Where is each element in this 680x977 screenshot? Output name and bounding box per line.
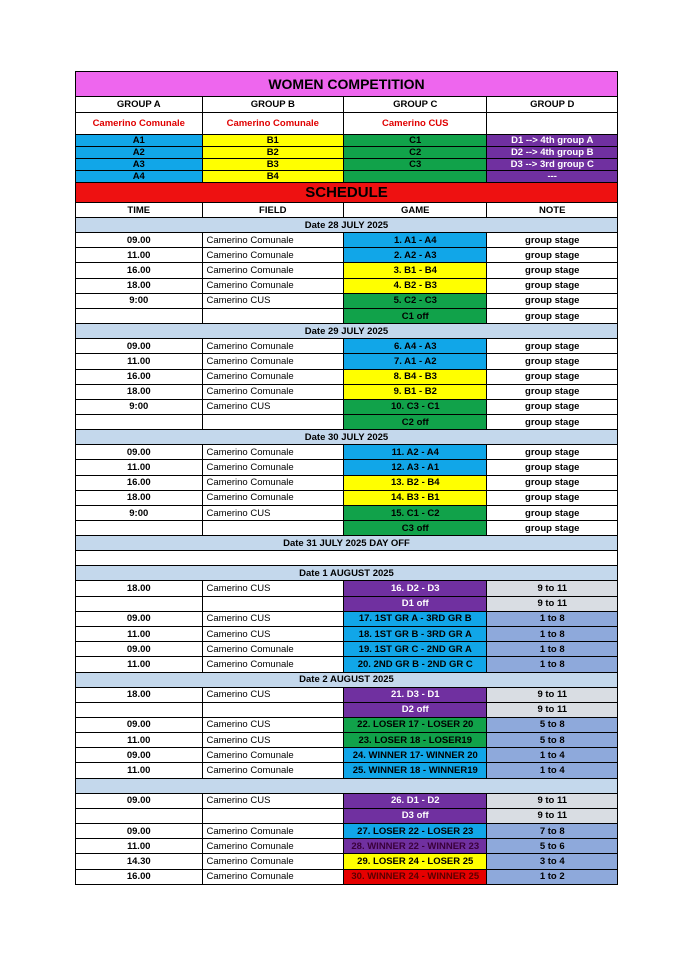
group-team-cell: B1 — [203, 135, 344, 147]
group-c-header: GROUP C — [344, 97, 487, 113]
match-field: Camerino Comunale — [203, 233, 344, 248]
match-time: 11.00 — [76, 763, 203, 778]
match-row — [75, 385, 618, 400]
match-note: 5 to 8 — [487, 733, 617, 748]
match-row — [75, 733, 618, 748]
match-time: 11.00 — [76, 733, 203, 748]
match-row — [75, 476, 618, 491]
time-header: TIME — [76, 203, 203, 218]
group-team-cell: C2 — [344, 147, 487, 159]
match-time: 11.00 — [76, 460, 203, 475]
group-team-cell: A4 — [76, 171, 203, 183]
match-row — [75, 370, 618, 385]
match-game: 29. LOSER 24 - LOSER 25 — [344, 854, 487, 869]
match-row — [75, 263, 618, 278]
match-field — [203, 597, 344, 612]
match-time: 11.00 — [76, 657, 203, 672]
match-note: 5 to 6 — [487, 839, 617, 854]
match-field: Camerino Comunale — [203, 748, 344, 763]
match-note: group stage — [487, 476, 617, 491]
match-time: 16.00 — [76, 476, 203, 491]
match-time — [76, 309, 203, 324]
match-field: Camerino Comunale — [203, 263, 344, 278]
match-note: 5 to 8 — [487, 718, 617, 733]
match-note: 3 to 4 — [487, 854, 617, 869]
match-field: Camerino Comunale — [203, 476, 344, 491]
match-note: 1 to 2 — [487, 870, 617, 885]
match-note: 9 to 11 — [487, 794, 617, 809]
schedule-title-row — [75, 183, 618, 203]
match-note: 1 to 4 — [487, 763, 617, 778]
match-game: 12. A3 - A1 — [344, 460, 487, 475]
match-row — [75, 521, 618, 536]
match-note: 9 to 11 — [487, 597, 617, 612]
match-game: C3 off — [344, 521, 487, 536]
group-header-row — [75, 97, 618, 113]
match-game: 7. A1 - A2 — [344, 354, 487, 369]
match-time: 09.00 — [76, 339, 203, 354]
date-band-row — [75, 324, 618, 339]
group-team-cell: D3 --> 3rd group C — [487, 159, 617, 171]
match-note: 1 to 8 — [487, 627, 617, 642]
match-game: 23. LOSER 18 - LOSER19 — [344, 733, 487, 748]
date-band: Date 30 JULY 2025 — [76, 430, 617, 445]
match-row — [75, 339, 618, 354]
match-game: 1. A1 - A4 — [344, 233, 487, 248]
match-time: 11.00 — [76, 839, 203, 854]
match-row — [75, 854, 618, 869]
group-b-header: GROUP B — [203, 97, 344, 113]
match-field — [203, 415, 344, 430]
match-time — [76, 597, 203, 612]
group-team-row — [75, 135, 618, 147]
match-row — [75, 581, 618, 596]
match-field: Camerino CUS — [203, 733, 344, 748]
match-row — [75, 506, 618, 521]
match-field: Camerino Comunale — [203, 642, 344, 657]
date-band: Date 1 AUGUST 2025 — [76, 566, 617, 581]
match-field: Camerino CUS — [203, 581, 344, 596]
note-header: NOTE — [487, 203, 617, 218]
match-game: 14. B3 - B1 — [344, 491, 487, 506]
match-game: 9. B1 - B2 — [344, 385, 487, 400]
match-row — [75, 703, 618, 718]
match-field: Camerino Comunale — [203, 657, 344, 672]
match-row — [75, 279, 618, 294]
match-field: Camerino Comunale — [203, 279, 344, 294]
match-note: group stage — [487, 294, 617, 309]
group-team-cell: A1 — [76, 135, 203, 147]
match-note: 9 to 11 — [487, 809, 617, 824]
match-field: Camerino CUS — [203, 294, 344, 309]
match-row — [75, 718, 618, 733]
date-band-row — [75, 673, 618, 688]
match-game: 15. C1 - C2 — [344, 506, 487, 521]
match-game: 27. LOSER 22 - LOSER 23 — [344, 824, 487, 839]
match-note: group stage — [487, 370, 617, 385]
group-venue-row — [75, 113, 618, 135]
schedule-body — [75, 218, 618, 885]
match-field: Camerino CUS — [203, 612, 344, 627]
match-row — [75, 597, 618, 612]
match-row — [75, 491, 618, 506]
match-field: Camerino Comunale — [203, 445, 344, 460]
match-row — [75, 688, 618, 703]
match-field: Camerino Comunale — [203, 763, 344, 778]
match-note: group stage — [487, 415, 617, 430]
sheet-title: WOMEN COMPETITION — [76, 71, 617, 97]
match-note: 9 to 11 — [487, 688, 617, 703]
match-game: 30. WINNER 24 - WINNER 25 — [344, 870, 487, 885]
blank-row — [75, 551, 618, 566]
match-time: 18.00 — [76, 385, 203, 400]
match-time — [76, 809, 203, 824]
match-game: 26. D1 - D2 — [344, 794, 487, 809]
match-row — [75, 233, 618, 248]
date-band: Date 31 JULY 2025 DAY OFF — [76, 536, 617, 551]
group-team-cell: D1 --> 4th group A — [487, 135, 617, 147]
match-row — [75, 612, 618, 627]
match-field: Camerino Comunale — [203, 460, 344, 475]
match-note: 1 to 8 — [487, 642, 617, 657]
match-note: group stage — [487, 354, 617, 369]
match-time — [76, 521, 203, 536]
group-team-row — [75, 147, 618, 159]
match-time: 11.00 — [76, 627, 203, 642]
match-field: Camerino Comunale — [203, 870, 344, 885]
match-row — [75, 870, 618, 885]
group-team-cell: A2 — [76, 147, 203, 159]
group-team-row — [75, 159, 618, 171]
match-time: 09.00 — [76, 642, 203, 657]
match-note: 9 to 11 — [487, 581, 617, 596]
match-field: Camerino Comunale — [203, 385, 344, 400]
match-time: 18.00 — [76, 279, 203, 294]
match-game: 24. WINNER 17- WINNER 20 — [344, 748, 487, 763]
match-row — [75, 809, 618, 824]
group-team-cell: C1 — [344, 135, 487, 147]
match-note: group stage — [487, 279, 617, 294]
match-field — [203, 703, 344, 718]
match-field: Camerino CUS — [203, 627, 344, 642]
date-band-row — [75, 536, 618, 551]
competition-sheet — [75, 71, 618, 885]
match-field: Camerino CUS — [203, 718, 344, 733]
match-time — [76, 703, 203, 718]
group-team-cell: B4 — [203, 171, 344, 183]
match-row — [75, 642, 618, 657]
group-team-rows — [75, 135, 618, 183]
match-field: Camerino CUS — [203, 794, 344, 809]
match-game: 17. 1ST GR A - 3RD GR B — [344, 612, 487, 627]
group-team-row — [75, 171, 618, 183]
match-note: group stage — [487, 339, 617, 354]
match-field: Camerino Comunale — [203, 248, 344, 263]
match-time: 09.00 — [76, 612, 203, 627]
match-time: 09.00 — [76, 233, 203, 248]
match-time: 09.00 — [76, 748, 203, 763]
match-game: 2. A2 - A3 — [344, 248, 487, 263]
group-team-cell: C3 — [344, 159, 487, 171]
match-note: group stage — [487, 460, 617, 475]
group-team-cell: B3 — [203, 159, 344, 171]
group-b-venue: Camerino Comunale — [203, 113, 344, 135]
match-time: 16.00 — [76, 870, 203, 885]
match-time: 18.00 — [76, 581, 203, 596]
match-note: group stage — [487, 506, 617, 521]
match-note: group stage — [487, 233, 617, 248]
match-field: Camerino CUS — [203, 688, 344, 703]
match-game: C2 off — [344, 415, 487, 430]
match-time: 9:00 — [76, 400, 203, 415]
match-note: group stage — [487, 263, 617, 278]
match-note: 1 to 4 — [487, 748, 617, 763]
match-field: Camerino Comunale — [203, 370, 344, 385]
match-time: 09.00 — [76, 824, 203, 839]
match-game: 19. 1ST GR C - 2ND GR A — [344, 642, 487, 657]
match-game: 4. B2 - B3 — [344, 279, 487, 294]
match-game: 11. A2 - A4 — [344, 445, 487, 460]
match-row — [75, 839, 618, 854]
group-team-cell — [344, 171, 487, 183]
match-note: group stage — [487, 385, 617, 400]
match-time: 11.00 — [76, 248, 203, 263]
blank-row-cell — [76, 551, 617, 566]
match-field — [203, 309, 344, 324]
date-band: Date 28 JULY 2025 — [76, 218, 617, 233]
match-time: 09.00 — [76, 794, 203, 809]
date-band-row — [75, 566, 618, 581]
date-band — [76, 779, 617, 794]
match-field: Camerino CUS — [203, 400, 344, 415]
match-time: 09.00 — [76, 445, 203, 460]
match-note: 1 to 8 — [487, 657, 617, 672]
match-game: 5. C2 - C3 — [344, 294, 487, 309]
match-game: 6. A4 - A3 — [344, 339, 487, 354]
game-header: GAME — [344, 203, 487, 218]
date-band: Date 29 JULY 2025 — [76, 324, 617, 339]
match-game: D2 off — [344, 703, 487, 718]
group-c-venue: Camerino CUS — [344, 113, 487, 135]
match-game: 16. D2 - D3 — [344, 581, 487, 596]
date-band-row — [75, 218, 618, 233]
title-row — [75, 71, 618, 97]
match-row — [75, 415, 618, 430]
match-note: group stage — [487, 248, 617, 263]
match-field: Camerino Comunale — [203, 354, 344, 369]
match-row — [75, 248, 618, 263]
match-row — [75, 354, 618, 369]
match-field: Camerino Comunale — [203, 491, 344, 506]
group-team-cell: --- — [487, 171, 617, 183]
match-row — [75, 763, 618, 778]
group-team-cell: A3 — [76, 159, 203, 171]
match-note: 9 to 11 — [487, 703, 617, 718]
match-time: 9:00 — [76, 506, 203, 521]
match-row — [75, 794, 618, 809]
group-d-header: GROUP D — [487, 97, 617, 113]
match-time: 18.00 — [76, 688, 203, 703]
match-game: 28. WINNER 22 - WINNER 23 — [344, 839, 487, 854]
group-a-header: GROUP A — [76, 97, 203, 113]
group-d-venue — [487, 113, 617, 135]
match-note: group stage — [487, 400, 617, 415]
match-row — [75, 627, 618, 642]
match-field — [203, 809, 344, 824]
match-row — [75, 657, 618, 672]
match-field: Camerino Comunale — [203, 339, 344, 354]
match-time: 16.00 — [76, 370, 203, 385]
match-time: 11.00 — [76, 354, 203, 369]
group-team-cell: B2 — [203, 147, 344, 159]
match-game: 18. 1ST GR B - 3RD GR A — [344, 627, 487, 642]
match-game: 25. WINNER 18 - WINNER19 — [344, 763, 487, 778]
date-band: Date 2 AUGUST 2025 — [76, 673, 617, 688]
match-row — [75, 824, 618, 839]
match-note: group stage — [487, 491, 617, 506]
match-time: 9:00 — [76, 294, 203, 309]
match-note: 7 to 8 — [487, 824, 617, 839]
group-a-venue: Camerino Comunale — [76, 113, 203, 135]
match-game: 13. B2 - B4 — [344, 476, 487, 491]
match-note: 1 to 8 — [487, 612, 617, 627]
match-field — [203, 521, 344, 536]
match-row — [75, 460, 618, 475]
match-row — [75, 445, 618, 460]
match-field: Camerino Comunale — [203, 839, 344, 854]
match-row — [75, 309, 618, 324]
match-field: Camerino CUS — [203, 506, 344, 521]
match-time: 16.00 — [76, 263, 203, 278]
match-game: D3 off — [344, 809, 487, 824]
match-row — [75, 294, 618, 309]
match-field: Camerino Comunale — [203, 824, 344, 839]
schedule-title: SCHEDULE — [76, 183, 617, 203]
match-game: 22. LOSER 17 - LOSER 20 — [344, 718, 487, 733]
date-band-row — [75, 779, 618, 794]
field-header: FIELD — [203, 203, 344, 218]
match-game: 8. B4 - B3 — [344, 370, 487, 385]
match-note: group stage — [487, 309, 617, 324]
match-game: 3. B1 - B4 — [344, 263, 487, 278]
match-game: 20. 2ND GR B - 2ND GR C — [344, 657, 487, 672]
match-note: group stage — [487, 445, 617, 460]
match-game: C1 off — [344, 309, 487, 324]
match-game: 21. D3 - D1 — [344, 688, 487, 703]
match-time — [76, 415, 203, 430]
match-row — [75, 748, 618, 763]
match-time: 18.00 — [76, 491, 203, 506]
match-game: 10. C3 - C1 — [344, 400, 487, 415]
schedule-header-row — [75, 203, 618, 218]
group-team-cell: D2 --> 4th group B — [487, 147, 617, 159]
match-time: 14.30 — [76, 854, 203, 869]
match-field: Camerino Comunale — [203, 854, 344, 869]
date-band-row — [75, 430, 618, 445]
match-time: 09.00 — [76, 718, 203, 733]
match-row — [75, 400, 618, 415]
match-note: group stage — [487, 521, 617, 536]
match-game: D1 off — [344, 597, 487, 612]
